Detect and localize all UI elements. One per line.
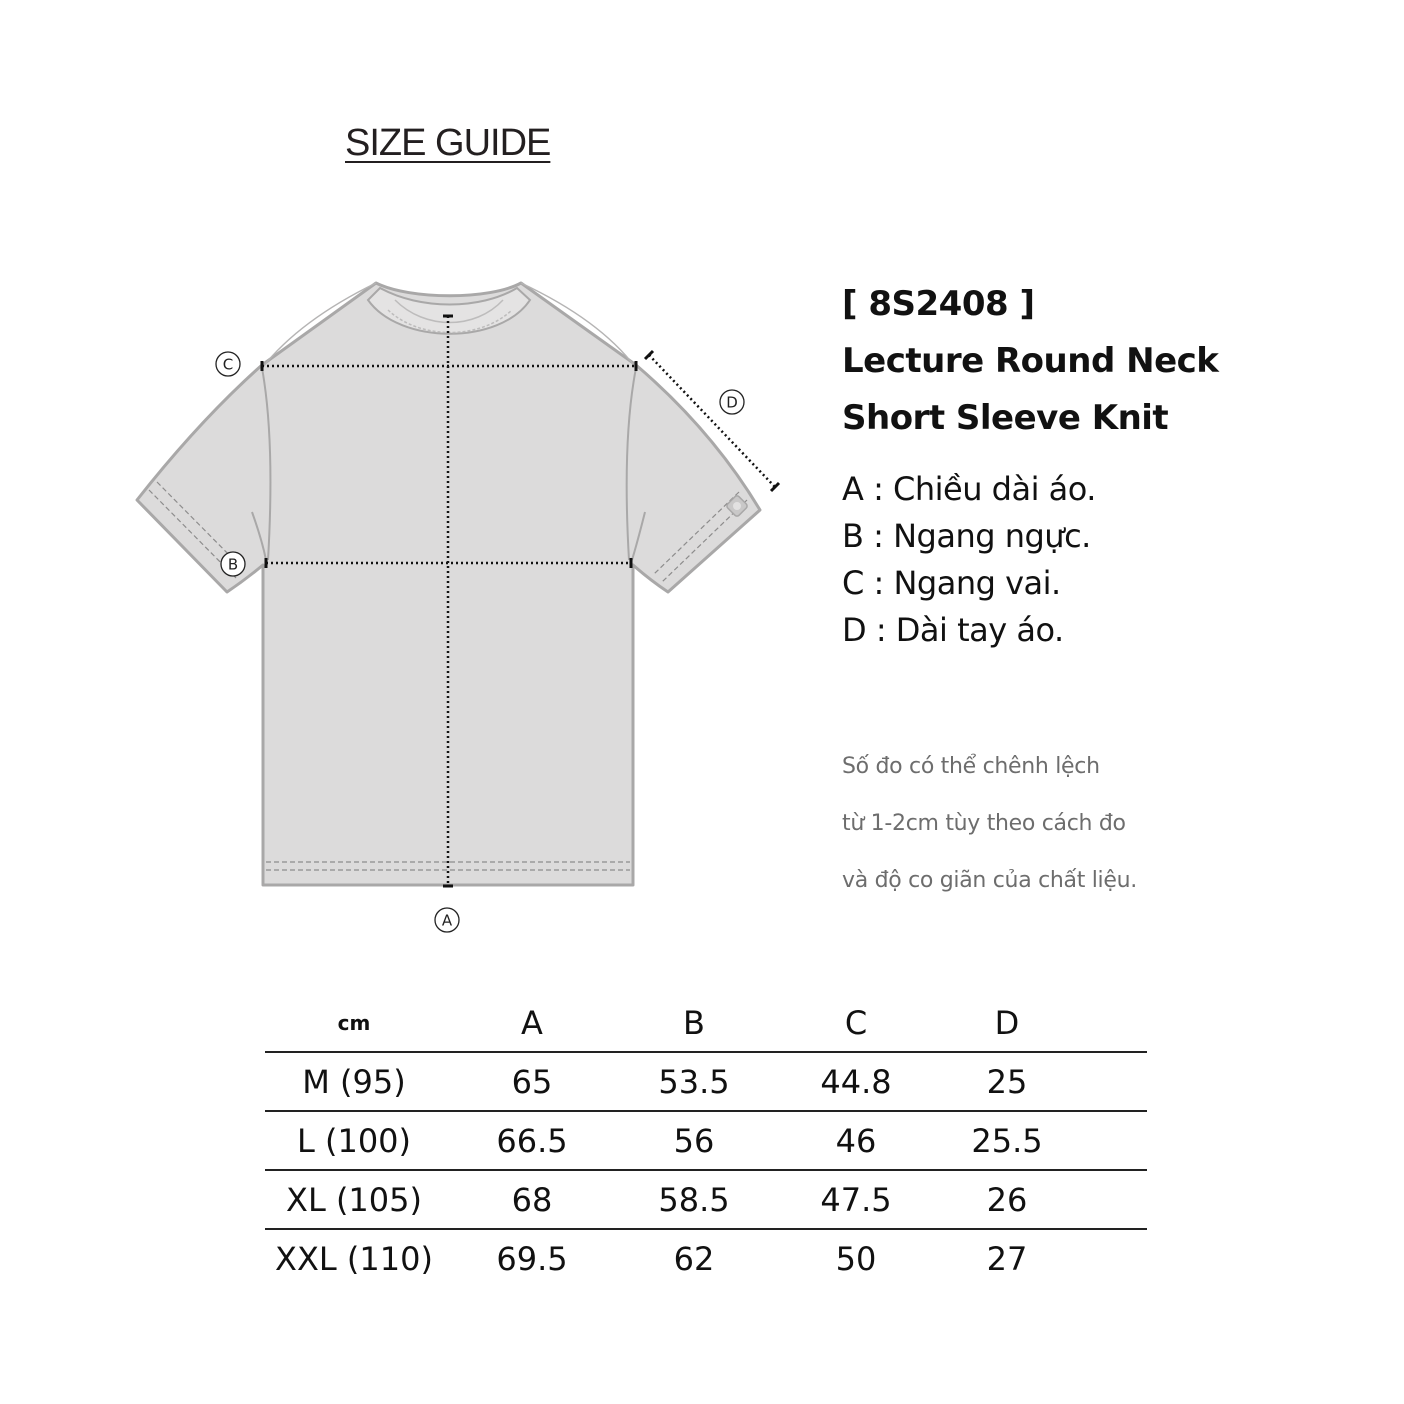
value-a: 69.5 [496,1239,568,1278]
value-d: 27 [986,1239,1028,1278]
product-info [842,276,1218,447]
legend-item-b: B : Ngang ngực. [842,517,1091,555]
page-title: SIZE GUIDE [345,122,551,164]
svg-text:B: B [227,555,239,574]
note-line: và độ co giãn của chất liệu. [842,868,1137,893]
value-d: 25.5 [945,1111,1069,1170]
size-label: XL (105) [265,1170,443,1229]
value-a: 68 [443,1170,621,1229]
legend-item-c: C : Ngang vai. [842,564,1061,602]
svg-text:A: A [441,911,453,930]
column-header-d: D [945,995,1069,1052]
measurement-note [842,738,1137,909]
marker-b [221,552,245,576]
note-line: Số đo có thể chênh lệch [842,754,1100,779]
value-b: 53.5 [621,1052,767,1111]
svg-text:C: C [222,355,234,374]
svg-text:D: D [726,393,738,412]
size-label: XXL (110) [275,1239,433,1278]
column-header-b: B [621,995,767,1052]
table-row [265,1111,1147,1170]
unit-header: cm [265,995,443,1052]
value-b: 56 [621,1111,767,1170]
size-label: M (95) [265,1052,443,1111]
size-table [265,995,1147,1287]
size-label: L (100) [265,1111,443,1170]
measurement-legend [842,466,1096,654]
table-header-row [265,995,1147,1052]
table-row [265,1170,1147,1229]
value-c: 44.8 [767,1052,945,1111]
value-c: 50 [835,1239,877,1278]
marker-d [720,390,744,414]
value-d: 25 [945,1052,1069,1111]
table-row [265,1229,1147,1287]
value-c: 47.5 [767,1170,945,1229]
value-d: 26 [945,1170,1069,1229]
product-name-line2: Short Sleeve Knit [842,398,1169,438]
value-b: 62 [673,1239,715,1278]
legend-item-a: A : Chiều dài áo. [842,470,1096,508]
value-a: 66.5 [443,1111,621,1170]
table-row [265,1052,1147,1111]
value-a: 65 [443,1052,621,1111]
value-c: 46 [767,1111,945,1170]
note-line: từ 1-2cm tùy theo cách đo [842,811,1126,836]
column-header-c: C [767,995,945,1052]
product-name-line1: Lecture Round Neck [842,341,1219,381]
marker-a [435,908,459,932]
value-b: 58.5 [621,1170,767,1229]
marker-c [216,352,240,376]
legend-item-d: D : Dài tay áo. [842,611,1064,649]
column-header-a: A [443,995,621,1052]
product-code: [ 8S2408 ] [842,284,1035,324]
